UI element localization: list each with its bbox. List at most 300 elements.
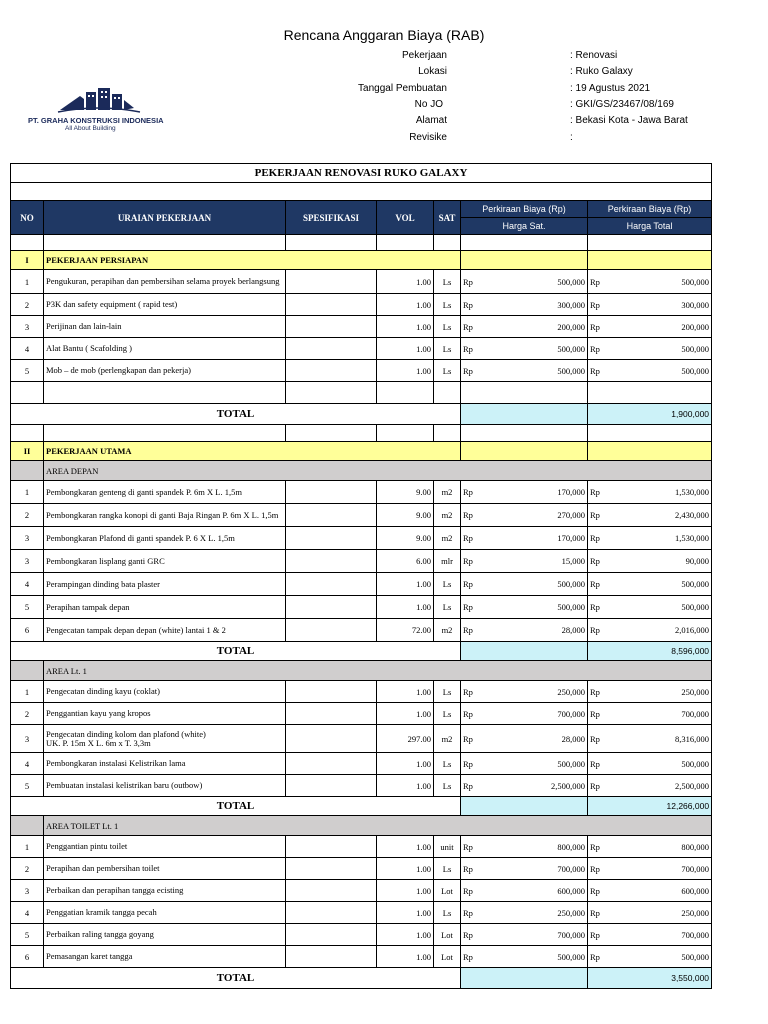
item-vol: 1.00 — [377, 836, 434, 858]
amount: 2,430,000 — [675, 510, 710, 520]
currency-label: Rp — [590, 579, 600, 589]
col-harga-total: Harga Total — [588, 218, 712, 235]
item-harga-total — [588, 681, 712, 703]
item-spesifikasi — [286, 703, 377, 725]
blank-cell — [461, 235, 588, 251]
item-no: 5 — [11, 924, 44, 946]
item-harga-total — [588, 703, 712, 725]
amount: 300,000 — [681, 299, 710, 310]
section-spacer — [588, 442, 712, 461]
item-uraian: Pembongkaran genteng di ganti spandek P. 6m X L. 1,5m — [44, 481, 286, 504]
total-label: TOTAL — [11, 968, 461, 989]
item-spesifikasi — [286, 360, 377, 382]
company-name: PT. GRAHA KONSTRUKSI INDONESIA — [28, 116, 164, 125]
currency-label: Rp — [590, 929, 600, 940]
col-vol: VOL — [377, 201, 434, 235]
section-title: PEKERJAAN UTAMA — [44, 442, 461, 461]
currency-label: Rp — [590, 885, 600, 896]
area-spacer — [11, 461, 44, 481]
amount: 500,000 — [557, 276, 585, 287]
amount: 500,000 — [557, 951, 585, 962]
amount: 700,000 — [681, 863, 710, 874]
item-vol: 1.00 — [377, 902, 434, 924]
item-harga-sat — [461, 294, 588, 316]
info-value-no-jo: : GKI/GS/23467/08/169 — [570, 99, 674, 110]
item-harga-total — [588, 946, 712, 968]
item-harga-sat — [461, 573, 588, 596]
item-uraian: Pemasangan karet tangga — [44, 946, 286, 968]
blank-cell — [44, 425, 286, 442]
item-spesifikasi — [286, 316, 377, 338]
col-perkiraan-biaya-total: Perkiraan Biaya (Rp) — [588, 201, 712, 218]
blank-cell — [434, 425, 461, 442]
item-sat: Ls — [434, 703, 461, 725]
company-logo — [28, 86, 178, 136]
company-tagline: All About Building — [65, 125, 116, 132]
blank-cell — [44, 235, 286, 251]
item-harga-sat — [461, 270, 588, 294]
amount: 90,000 — [685, 556, 710, 566]
info-label-no-jo: No JO — [414, 99, 443, 110]
table-row — [11, 725, 712, 753]
item-spesifikasi — [286, 880, 377, 902]
amount: 300,000 — [557, 299, 585, 310]
item-harga-sat — [461, 481, 588, 504]
currency-label: Rp — [463, 510, 473, 520]
currency-label: Rp — [463, 579, 473, 589]
item-no: 3 — [11, 550, 44, 573]
item-harga-total — [588, 481, 712, 504]
item-no: 1 — [11, 836, 44, 858]
amount: 8,316,000 — [675, 733, 710, 744]
item-no: 4 — [11, 573, 44, 596]
item-vol: 1.00 — [377, 316, 434, 338]
currency-label: Rp — [463, 276, 473, 287]
currency-label: Rp — [463, 758, 473, 769]
blank-cell — [588, 235, 712, 251]
item-harga-sat — [461, 550, 588, 573]
item-harga-sat — [461, 753, 588, 775]
item-spesifikasi — [286, 481, 377, 504]
item-vol: 1.00 — [377, 338, 434, 360]
item-harga-total — [588, 924, 712, 946]
item-harga-total — [588, 619, 712, 642]
currency-label: Rp — [463, 951, 473, 962]
item-harga-total — [588, 775, 712, 797]
amount: 2,500,000 — [551, 780, 585, 791]
area-title: AREA TOILET Lt. 1 — [44, 816, 712, 836]
item-no: 3 — [11, 527, 44, 550]
item-harga-total — [588, 338, 712, 360]
item-no: 4 — [11, 902, 44, 924]
total-spacer — [461, 642, 588, 661]
table-row — [11, 294, 712, 316]
total-label: TOTAL — [11, 797, 461, 816]
item-harga-total — [588, 596, 712, 619]
total-label: TOTAL — [11, 404, 461, 425]
amount: 170,000 — [557, 487, 585, 497]
currency-label: Rp — [590, 686, 600, 697]
currency-label: Rp — [590, 863, 600, 874]
item-harga-sat — [461, 316, 588, 338]
table-row — [11, 924, 712, 946]
currency-label: Rp — [590, 625, 600, 635]
item-sat: Ls — [434, 858, 461, 880]
amount: 800,000 — [681, 841, 710, 852]
table-row — [11, 619, 712, 642]
section-no: I — [11, 251, 44, 270]
table-row — [11, 504, 712, 527]
amount: 500,000 — [557, 579, 585, 589]
area-title: AREA Lt. 1 — [44, 661, 712, 681]
item-sat: Ls — [434, 902, 461, 924]
currency-label: Rp — [463, 733, 473, 744]
item-sat: Ls — [434, 294, 461, 316]
currency-label: Rp — [463, 343, 473, 354]
total-spacer — [461, 404, 588, 425]
amount: 250,000 — [681, 907, 710, 918]
blank-cell — [434, 235, 461, 251]
table-row — [11, 573, 712, 596]
item-spesifikasi — [286, 725, 377, 753]
blank-cell — [377, 382, 434, 404]
item-no: 1 — [11, 270, 44, 294]
item-harga-sat — [461, 725, 588, 753]
item-vol: 1.00 — [377, 946, 434, 968]
amount: 28,000 — [561, 733, 585, 744]
item-uraian: Mob – de mob (perlengkapan dan pekerja) — [44, 360, 286, 382]
item-harga-sat — [461, 338, 588, 360]
item-vol: 9.00 — [377, 481, 434, 504]
item-no: 6 — [11, 946, 44, 968]
currency-label: Rp — [463, 907, 473, 918]
amount: 2,500,000 — [675, 780, 710, 791]
currency-label: Rp — [590, 907, 600, 918]
item-spesifikasi — [286, 836, 377, 858]
info-label-alamat: Alamat — [415, 115, 447, 126]
section-no: II — [11, 442, 44, 461]
item-sat: mlr — [434, 550, 461, 573]
blank-cell — [377, 235, 434, 251]
item-spesifikasi — [286, 619, 377, 642]
col-spesifikasi: SPESIFIKASI — [286, 201, 377, 235]
item-no: 2 — [11, 504, 44, 527]
item-harga-total — [588, 836, 712, 858]
item-no: 3 — [11, 316, 44, 338]
table-row — [11, 946, 712, 968]
currency-label: Rp — [590, 276, 600, 287]
item-sat: Ls — [434, 775, 461, 797]
amount: 170,000 — [557, 533, 585, 543]
info-label-tanggal: Tanggal Pembuatan — [358, 83, 447, 94]
info-value-pekerjaan: : Renovasi — [570, 50, 618, 61]
item-spesifikasi — [286, 902, 377, 924]
item-harga-total — [588, 858, 712, 880]
total-spacer — [461, 797, 588, 816]
item-harga-total — [588, 880, 712, 902]
amount: 500,000 — [681, 579, 710, 589]
currency-label: Rp — [590, 321, 600, 332]
item-spesifikasi — [286, 573, 377, 596]
col-sat: SAT — [434, 201, 461, 235]
total-value: 3,550,000 — [588, 968, 712, 989]
blank-cell — [286, 382, 377, 404]
item-sat: Ls — [434, 270, 461, 294]
currency-label: Rp — [463, 487, 473, 497]
table-row — [11, 316, 712, 338]
total-value: 1,900,000 — [588, 404, 712, 425]
table-row — [11, 902, 712, 924]
amount: 250,000 — [681, 686, 710, 697]
amount: 500,000 — [681, 365, 710, 376]
item-harga-total — [588, 360, 712, 382]
table-row — [11, 338, 712, 360]
item-uraian: Perapihan dan pembersihan toilet — [44, 858, 286, 880]
item-vol: 72.00 — [377, 619, 434, 642]
item-uraian: Perapihan tampak depan — [44, 596, 286, 619]
item-sat: unit — [434, 836, 461, 858]
blank-cell — [286, 425, 377, 442]
item-harga-sat — [461, 902, 588, 924]
item-uraian — [44, 725, 286, 753]
item-sat: Ls — [434, 753, 461, 775]
amount: 500,000 — [557, 343, 585, 354]
item-harga-total — [588, 504, 712, 527]
item-harga-sat — [461, 775, 588, 797]
rab-table — [10, 163, 712, 989]
item-uraian-line1: Pengecatan dinding kolom dan plafond (white) — [46, 728, 206, 739]
currency-label: Rp — [590, 841, 600, 852]
item-no: 4 — [11, 338, 44, 360]
amount: 700,000 — [557, 863, 585, 874]
blank-cell — [588, 382, 712, 404]
amount: 500,000 — [681, 343, 710, 354]
item-uraian: Pengukuran, perapihan dan pembersihan selama proyek berlangsung — [44, 270, 286, 294]
currency-label: Rp — [463, 321, 473, 332]
amount: 700,000 — [557, 708, 585, 719]
blank-cell — [377, 425, 434, 442]
blank-cell — [286, 235, 377, 251]
item-harga-sat — [461, 619, 588, 642]
currency-label: Rp — [463, 365, 473, 376]
item-uraian: Pengecatan dinding kayu (coklat) — [44, 681, 286, 703]
item-harga-total — [588, 725, 712, 753]
item-spesifikasi — [286, 775, 377, 797]
currency-label: Rp — [463, 602, 473, 612]
currency-label: Rp — [590, 510, 600, 520]
currency-label: Rp — [590, 533, 600, 543]
table-row — [11, 703, 712, 725]
currency-label: Rp — [590, 951, 600, 962]
item-harga-sat — [461, 880, 588, 902]
amount: 250,000 — [557, 907, 585, 918]
item-vol: 1.00 — [377, 596, 434, 619]
item-uraian: Penggantian pintu toilet — [44, 836, 286, 858]
amount: 500,000 — [681, 276, 710, 287]
section-spacer — [461, 251, 588, 270]
info-value-tanggal: : 19 Agustus 2021 — [570, 83, 651, 94]
currency-label: Rp — [590, 758, 600, 769]
item-no: 2 — [11, 858, 44, 880]
table-row — [11, 775, 712, 797]
item-spesifikasi — [286, 338, 377, 360]
item-spesifikasi — [286, 858, 377, 880]
item-harga-sat — [461, 504, 588, 527]
blank-cell — [434, 382, 461, 404]
item-spesifikasi — [286, 596, 377, 619]
currency-label: Rp — [590, 487, 600, 497]
section-title: PEKERJAAN PERSIAPAN — [44, 251, 461, 270]
col-uraian: URAIAN PEKERJAAN — [44, 201, 286, 235]
currency-label: Rp — [590, 733, 600, 744]
item-no: 1 — [11, 481, 44, 504]
amount: 700,000 — [557, 929, 585, 940]
amount: 15,000 — [561, 556, 585, 566]
table-heading: PEKERJAAN RENOVASI RUKO GALAXY — [11, 164, 712, 183]
amount: 500,000 — [557, 602, 585, 612]
table-row — [11, 880, 712, 902]
item-spesifikasi — [286, 681, 377, 703]
blank-cell — [11, 235, 44, 251]
item-sat: Lot — [434, 880, 461, 902]
item-vol: 1.00 — [377, 703, 434, 725]
item-sat: m2 — [434, 504, 461, 527]
item-uraian: Pembongkaran lisplang ganti GRC — [44, 550, 286, 573]
amount: 600,000 — [681, 885, 710, 896]
item-no: 5 — [11, 775, 44, 797]
item-uraian: Alat Bantu ( Scafolding ) — [44, 338, 286, 360]
currency-label: Rp — [590, 556, 600, 566]
item-harga-total — [588, 902, 712, 924]
currency-label: Rp — [463, 686, 473, 697]
table-row — [11, 527, 712, 550]
currency-label: Rp — [590, 602, 600, 612]
blank-cell — [461, 382, 588, 404]
currency-label: Rp — [463, 299, 473, 310]
col-perkiraan-biaya: Perkiraan Biaya (Rp) — [461, 201, 588, 218]
amount: 200,000 — [557, 321, 585, 332]
item-uraian: Pembongkaran rangka konopi di ganti Baja Ringan P. 6m X L. 1,5m — [44, 504, 286, 527]
item-harga-total — [588, 270, 712, 294]
currency-label: Rp — [590, 365, 600, 376]
item-vol: 1.00 — [377, 360, 434, 382]
item-harga-sat — [461, 527, 588, 550]
currency-label: Rp — [590, 299, 600, 310]
item-harga-sat — [461, 836, 588, 858]
col-no: NO — [11, 201, 44, 235]
item-spesifikasi — [286, 270, 377, 294]
currency-label: Rp — [463, 863, 473, 874]
info-label-pekerjaan: Pekerjaan — [401, 50, 447, 61]
table-row — [11, 270, 712, 294]
amount: 1,530,000 — [675, 533, 710, 543]
item-no: 1 — [11, 681, 44, 703]
currency-label: Rp — [463, 533, 473, 543]
item-no: 2 — [11, 703, 44, 725]
item-uraian: Penggatian kramik tangga pecah — [44, 902, 286, 924]
item-harga-total — [588, 294, 712, 316]
item-uraian: Perbaikan raling tangga goyang — [44, 924, 286, 946]
currency-label: Rp — [590, 708, 600, 719]
item-vol: 1.00 — [377, 681, 434, 703]
item-vol: 1.00 — [377, 924, 434, 946]
amount: 800,000 — [557, 841, 585, 852]
amount: 500,000 — [557, 758, 585, 769]
item-sat: m2 — [434, 481, 461, 504]
item-spesifikasi — [286, 504, 377, 527]
section-spacer — [588, 251, 712, 270]
area-spacer — [11, 661, 44, 681]
item-sat: Lot — [434, 924, 461, 946]
item-vol: 6.00 — [377, 550, 434, 573]
item-no: 3 — [11, 880, 44, 902]
table-row — [11, 681, 712, 703]
blank-cell — [44, 382, 286, 404]
table-row — [11, 858, 712, 880]
currency-label: Rp — [590, 343, 600, 354]
table-row — [11, 836, 712, 858]
blank-cell — [11, 425, 44, 442]
item-uraian: Perijinan dan lain-lain — [44, 316, 286, 338]
col-harga-sat: Harga Sat. — [461, 218, 588, 235]
item-harga-sat — [461, 360, 588, 382]
item-spesifikasi — [286, 550, 377, 573]
item-harga-sat — [461, 858, 588, 880]
item-harga-sat — [461, 596, 588, 619]
item-harga-sat — [461, 681, 588, 703]
item-spesifikasi — [286, 294, 377, 316]
item-uraian: Pembongkaran instalasi Kelistrikan lama — [44, 753, 286, 775]
item-vol: 297.00 — [377, 725, 434, 753]
amount: 250,000 — [557, 686, 585, 697]
item-uraian: Pengecatan tampak depan depan (white) lantai 1 & 2 — [44, 619, 286, 642]
amount: 500,000 — [557, 365, 585, 376]
blank-cell — [461, 425, 588, 442]
blank-cell — [588, 425, 712, 442]
item-vol: 1.00 — [377, 753, 434, 775]
item-sat: m2 — [434, 619, 461, 642]
amount: 1,530,000 — [675, 487, 710, 497]
item-vol: 9.00 — [377, 527, 434, 550]
item-sat: Ls — [434, 573, 461, 596]
total-spacer — [461, 968, 588, 989]
currency-label: Rp — [463, 841, 473, 852]
item-sat: Ls — [434, 338, 461, 360]
table-row — [11, 481, 712, 504]
info-label-lokasi: Lokasi — [418, 66, 447, 77]
item-spesifikasi — [286, 924, 377, 946]
section-spacer — [461, 442, 588, 461]
item-sat: Lot — [434, 946, 461, 968]
table-row — [11, 596, 712, 619]
item-harga-total — [588, 573, 712, 596]
amount: 700,000 — [681, 708, 710, 719]
item-sat: Ls — [434, 316, 461, 338]
total-label: TOTAL — [11, 642, 461, 661]
info-value-lokasi: : Ruko Galaxy — [570, 66, 633, 77]
item-uraian: P3K dan safety equipment ( rapid test) — [44, 294, 286, 316]
info-value-alamat: : Bekasi Kota - Jawa Barat — [570, 115, 688, 126]
item-sat: m2 — [434, 725, 461, 753]
item-vol: 1.00 — [377, 775, 434, 797]
item-harga-total — [588, 753, 712, 775]
item-no: 6 — [11, 619, 44, 642]
item-vol: 1.00 — [377, 880, 434, 902]
item-sat: Ls — [434, 360, 461, 382]
amount: 28,000 — [561, 625, 585, 635]
item-no: 5 — [11, 596, 44, 619]
currency-label: Rp — [463, 885, 473, 896]
